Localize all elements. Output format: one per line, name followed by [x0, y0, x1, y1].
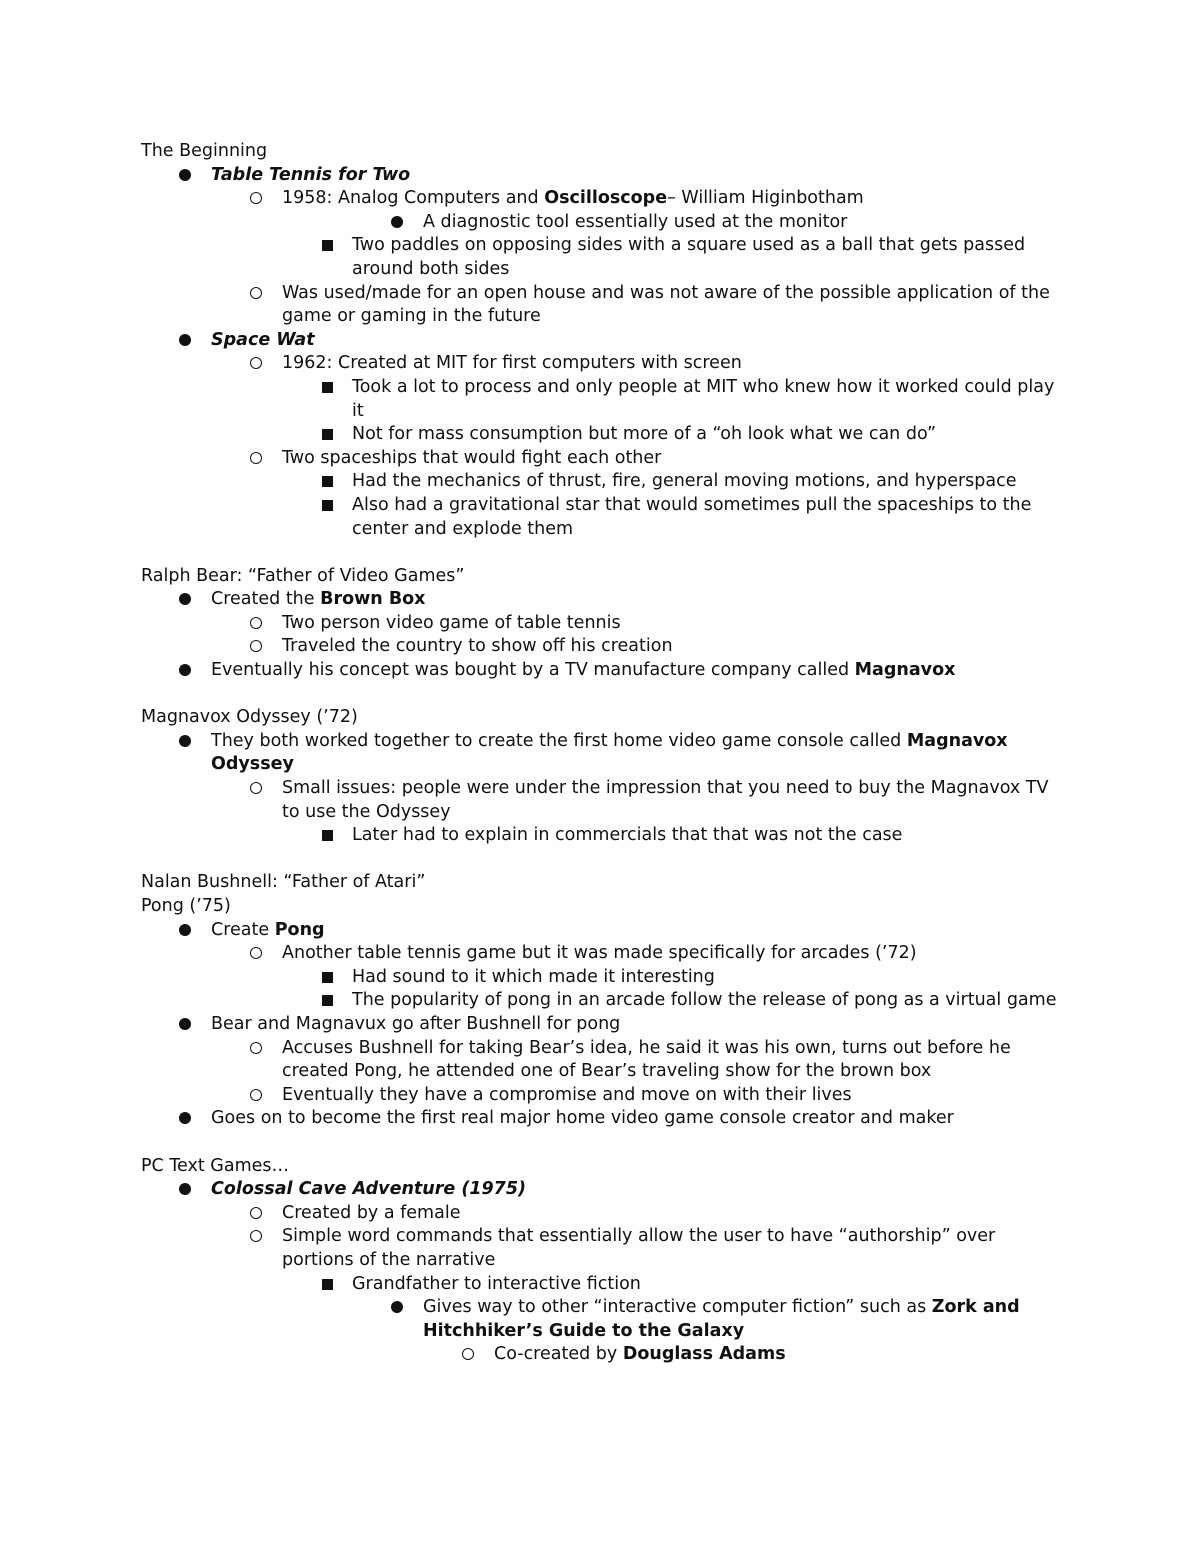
list-item	[141, 329, 1071, 353]
square-bullet-icon	[317, 234, 337, 258]
notes-section	[141, 565, 1071, 683]
square-bullet-icon	[317, 470, 337, 494]
hollow-bullet-icon	[246, 1084, 266, 1108]
list-item-text: Co-created by	[494, 1344, 623, 1365]
list-item	[141, 1037, 1071, 1084]
section-heading: Nalan Bushnell: “Father of Atari”	[141, 872, 426, 893]
section-heading: Pong (’75)	[141, 896, 231, 916]
filled-bullet-icon	[175, 659, 195, 683]
section-heading: The Beginning	[141, 141, 268, 161]
hollow-bullet-icon	[246, 187, 266, 211]
list-item	[141, 470, 1071, 494]
list-item-text: Another table tennis game but it was made specifically for arcades (’72)	[282, 943, 917, 964]
list-item	[141, 1202, 1071, 1226]
list-item-text: Bear and Magnavux go after Bushnell for pong	[211, 1013, 621, 1034]
list-item	[141, 352, 1071, 376]
list-item	[141, 423, 1071, 447]
list-item-text: Created the	[211, 589, 321, 610]
list-item	[141, 1273, 1071, 1297]
square-bullet-icon	[317, 1273, 337, 1297]
square-bullet-icon	[317, 423, 337, 447]
notes-section	[141, 1155, 1071, 1367]
list-item	[141, 612, 1071, 636]
section-heading: Magnavox Odyssey (’72)	[141, 707, 358, 728]
list-item	[141, 730, 1071, 777]
list-item	[141, 1084, 1071, 1108]
list-item-text: 1958: Analog Computers and	[282, 188, 545, 209]
list-item-text: 1962: Created at MIT for first computers with screen	[282, 353, 742, 374]
section-heading: Ralph Bear: “Father of Video Games”	[141, 565, 465, 586]
emphasized-text: Space Wat	[211, 329, 315, 350]
list-item	[141, 187, 1071, 211]
list-item	[141, 234, 1071, 281]
square-bullet-icon	[317, 494, 337, 518]
list-item-text: Two spaceships that would fight each other	[282, 447, 662, 468]
hollow-bullet-icon	[246, 635, 266, 659]
list-item-text: Eventually his concept was bought by a TV manufacture company called	[211, 660, 855, 681]
square-bullet-icon	[317, 376, 337, 400]
list-item-text: Create	[211, 919, 275, 940]
filled-bullet-icon	[175, 730, 195, 754]
square-bullet-icon	[317, 966, 337, 990]
list-item	[141, 282, 1071, 329]
emphasized-text: Douglass Adams	[622, 1344, 786, 1365]
filled-bullet-icon	[175, 588, 195, 612]
list-item	[141, 989, 1071, 1013]
list-item	[141, 1225, 1071, 1272]
list-item	[141, 1178, 1071, 1202]
list-item-text: A diagnostic tool essentially used at the monitor	[423, 211, 848, 232]
notes-section	[141, 706, 1071, 848]
list-item-text: Simple word commands that essentially allow the user to have “authorship” over portions of the narrative	[282, 1226, 996, 1270]
list-item	[141, 1107, 1071, 1131]
list-item-text: Goes on to become the first real major home video game console creator and maker	[211, 1108, 954, 1129]
hollow-bullet-icon	[246, 282, 266, 306]
document-body	[141, 140, 1071, 1390]
filled-bullet-icon	[175, 164, 195, 188]
list-item-text: Not for mass consumption but more of a “oh look what we can do”	[352, 424, 937, 445]
filled-bullet-icon	[175, 919, 195, 943]
hollow-bullet-icon	[246, 1202, 266, 1226]
list-item	[141, 777, 1071, 824]
list-item	[141, 1013, 1071, 1037]
list-item-text: Also had a gravitational star that would sometimes pull the spaceships to the center and explode them	[352, 494, 1032, 539]
list-item	[141, 659, 1071, 683]
list-item-text: Created by a female	[282, 1202, 461, 1223]
filled-bullet-icon	[175, 1178, 195, 1202]
list-item-text: Two paddles on opposing sides with a square used as a ball that gets passed around both sides	[352, 235, 1026, 279]
emphasized-text: Magnavox Odyssey	[211, 730, 1008, 775]
list-item-text: Two person video game of table tennis	[282, 612, 621, 633]
hollow-bullet-icon	[246, 1225, 266, 1249]
list-item-text: Was used/made for an open house and was not aware of the possible application of the game or gaming in the future	[282, 282, 1050, 327]
filled-bullet-icon	[387, 1296, 407, 1320]
list-item	[141, 824, 1071, 848]
list-item-text: The popularity of pong in an arcade follow the release of pong as a virtual game	[352, 990, 1057, 1011]
hollow-bullet-icon	[246, 352, 266, 376]
filled-bullet-icon	[175, 329, 195, 353]
notes-section	[141, 871, 1071, 895]
emphasized-text: Colossal Cave Adventure (1975)	[211, 1179, 527, 1200]
list-item	[141, 635, 1071, 659]
hollow-bullet-icon	[246, 612, 266, 636]
list-item-text: Gives way to other “interactive computer fiction” such as	[423, 1297, 932, 1318]
list-item-text: Grandfather to interactive fiction	[352, 1273, 641, 1294]
emphasized-text: Zork and Hitchhiker’s Guide to the Galaxy	[423, 1297, 1020, 1341]
emphasized-text: Table Tennis for Two	[211, 164, 411, 185]
list-item-text: Accuses Bushnell for taking Bear’s idea, he said it was his own, turns out before he created Pong, he attended one of Bear’s traveling show for the brown box	[282, 1037, 1011, 1082]
filled-bullet-icon	[175, 1013, 195, 1037]
list-item	[141, 588, 1071, 612]
hollow-bullet-icon	[458, 1343, 478, 1367]
notes-section	[141, 140, 1071, 541]
filled-bullet-icon	[175, 1107, 195, 1131]
list-item	[141, 211, 1071, 235]
square-bullet-icon	[317, 824, 337, 848]
list-item	[141, 1343, 1071, 1367]
list-item	[141, 494, 1071, 541]
list-item	[141, 1296, 1071, 1343]
hollow-bullet-icon	[246, 942, 266, 966]
hollow-bullet-icon	[246, 447, 266, 471]
list-item	[141, 919, 1071, 943]
hollow-bullet-icon	[246, 777, 266, 801]
list-item-text: Had the mechanics of thrust, fire, general moving motions, and hyperspace	[352, 471, 1017, 492]
emphasized-text: Pong	[274, 919, 325, 940]
emphasized-text: Magnavox	[854, 660, 956, 681]
list-item-text: Eventually they have a compromise and move on with their lives	[282, 1084, 852, 1105]
list-item-text: Took a lot to process and only people at MIT who knew how it worked could play it	[352, 376, 1055, 421]
emphasized-text: Brown Box	[320, 589, 426, 610]
emphasized-text: Oscilloscope	[544, 188, 668, 209]
list-item	[141, 447, 1071, 471]
list-item	[141, 942, 1071, 966]
filled-bullet-icon	[387, 211, 407, 235]
list-item-text: They both worked together to create the first home video game console called	[211, 730, 907, 751]
list-item-text: Had sound to it which made it interesting	[352, 966, 715, 987]
list-item-text: Traveled the country to show off his creation	[282, 636, 673, 657]
list-item	[141, 376, 1071, 423]
list-item-text: Small issues: people were under the impression that you need to buy the Magnavox TV to use the Odyssey	[282, 778, 1049, 822]
list-item	[141, 966, 1071, 990]
list-item-text: – William Higinbotham	[667, 188, 864, 209]
list-item	[141, 164, 1071, 188]
notes-section	[141, 895, 1071, 1131]
list-item-text: Later had to explain in commercials that that was not the case	[352, 825, 903, 846]
square-bullet-icon	[317, 989, 337, 1013]
section-heading: PC Text Games…	[141, 1155, 290, 1176]
hollow-bullet-icon	[246, 1037, 266, 1061]
